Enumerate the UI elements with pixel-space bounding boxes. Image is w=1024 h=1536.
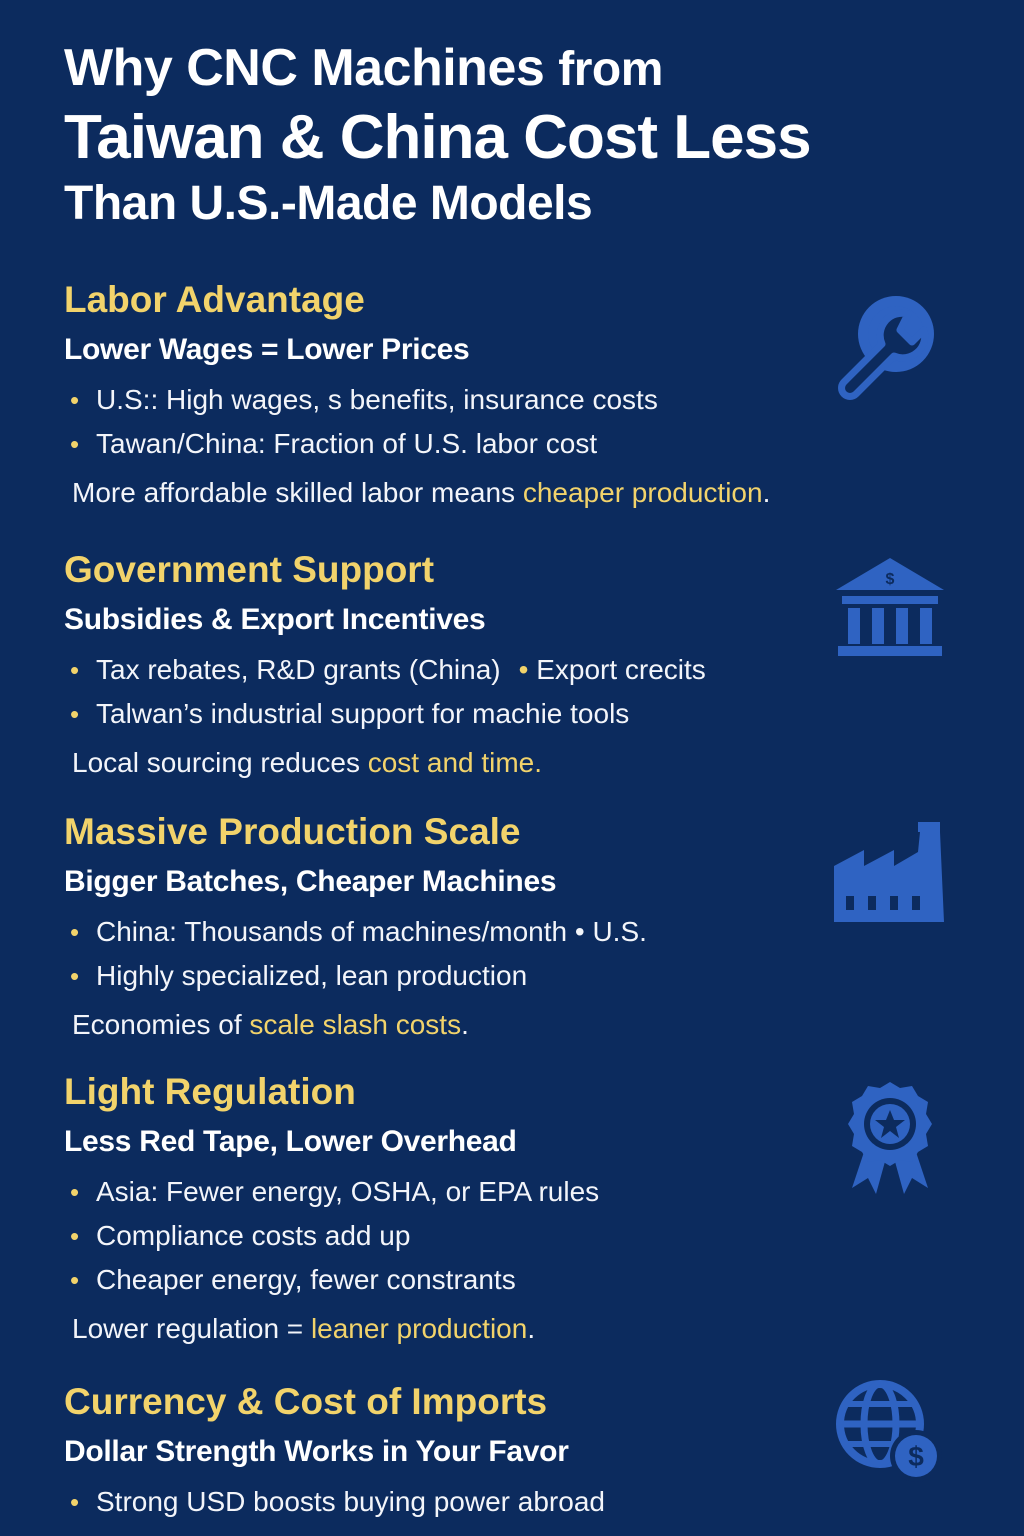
bullet-list — [64, 1480, 824, 1524]
title-line3: Than U.S.-Made Models — [64, 177, 593, 230]
section-title: Light Regulation — [64, 1071, 356, 1112]
bullet-item: • China: Thousands of machines/month • U.S. — [64, 910, 824, 954]
section-light-regulation — [64, 1068, 824, 1352]
title-line2: Taiwan & China Cost Less — [64, 103, 811, 172]
section-subtitle: Subsidies & Export Incentives — [64, 603, 486, 636]
bullet-item: • Asia: Fewer energy, OSHA, or EPA rules — [64, 1170, 824, 1214]
bullet-list — [64, 910, 824, 998]
note-highlight: cost and time. — [367, 747, 543, 778]
section-subtitle: Lower Wages = Lower Prices — [64, 333, 470, 366]
note-suffix: . — [762, 477, 771, 508]
award-ribbon-icon — [830, 1076, 950, 1196]
bullet-item: • Strong USD boosts buying power abroad — [64, 1480, 824, 1524]
section-title: Government Support — [64, 549, 435, 590]
note-highlight: cheaper production — [522, 477, 763, 508]
bullet-text: Tax rebates, R&D grants (China) — [96, 654, 501, 685]
section-title: Labor Advantage — [64, 279, 365, 320]
bullet-inline-extra: • Export crecits — [519, 654, 706, 685]
section-note — [64, 740, 824, 786]
note-text: Local sourcing reduces — [72, 747, 368, 778]
bullet-item: • U.S:: High wages, s benefits, insurance costs — [64, 378, 824, 422]
title-line1: Why CNC Machines — [64, 39, 545, 97]
globe-dollar-icon — [830, 1372, 950, 1492]
note-text: Economies of — [72, 1009, 250, 1040]
bank-icon — [830, 550, 950, 670]
bullet-item: • Cheaper energy, fewer constrants — [64, 1258, 824, 1302]
factory-icon — [830, 812, 950, 932]
section-title: Massive Production Scale — [64, 811, 521, 852]
bullet-item: • Talwan’s industrial support for machie tools — [64, 692, 824, 736]
note-text: Lower regulation = — [72, 1313, 311, 1344]
note-suffix: . — [461, 1009, 469, 1040]
section-note — [64, 1002, 824, 1048]
section-note — [64, 1306, 824, 1352]
bullet-item: • Compliance costs add up — [64, 1214, 824, 1258]
bank-dollar-symbol: $ — [885, 571, 895, 588]
wrench-icon — [830, 286, 950, 406]
section-production-scale — [64, 808, 824, 1048]
section-note — [64, 470, 824, 516]
section-subtitle: Dollar Strength Works in Your Favor — [64, 1435, 569, 1468]
title-line1-from: from — [558, 43, 663, 96]
bullet-list — [64, 648, 824, 736]
bullet-list — [64, 378, 824, 466]
section-title: Currency & Cost of Imports — [64, 1381, 548, 1422]
bullet-item: • Highly specialized, lean production — [64, 954, 824, 998]
section-subtitle: Less Red Tape, Lower Overhead — [64, 1125, 517, 1158]
bullet-item — [64, 648, 824, 692]
section-subtitle: Bigger Batches, Cheaper Machines — [64, 865, 557, 898]
section-currency — [64, 1378, 824, 1524]
note-highlight: leaner production — [310, 1313, 528, 1344]
note-highlight: scale slash costs — [249, 1009, 462, 1040]
note-suffix: . — [527, 1313, 536, 1344]
globe-dollar-symbol: $ — [908, 1441, 924, 1472]
bullet-list — [64, 1170, 824, 1302]
note-text: More affordable skilled labor means — [72, 477, 523, 508]
page-title — [64, 36, 964, 234]
section-government-support — [64, 546, 824, 786]
bullet-item: • Tawan/China: Fraction of U.S. labor cost — [64, 422, 824, 466]
section-labor-advantage — [64, 276, 824, 516]
